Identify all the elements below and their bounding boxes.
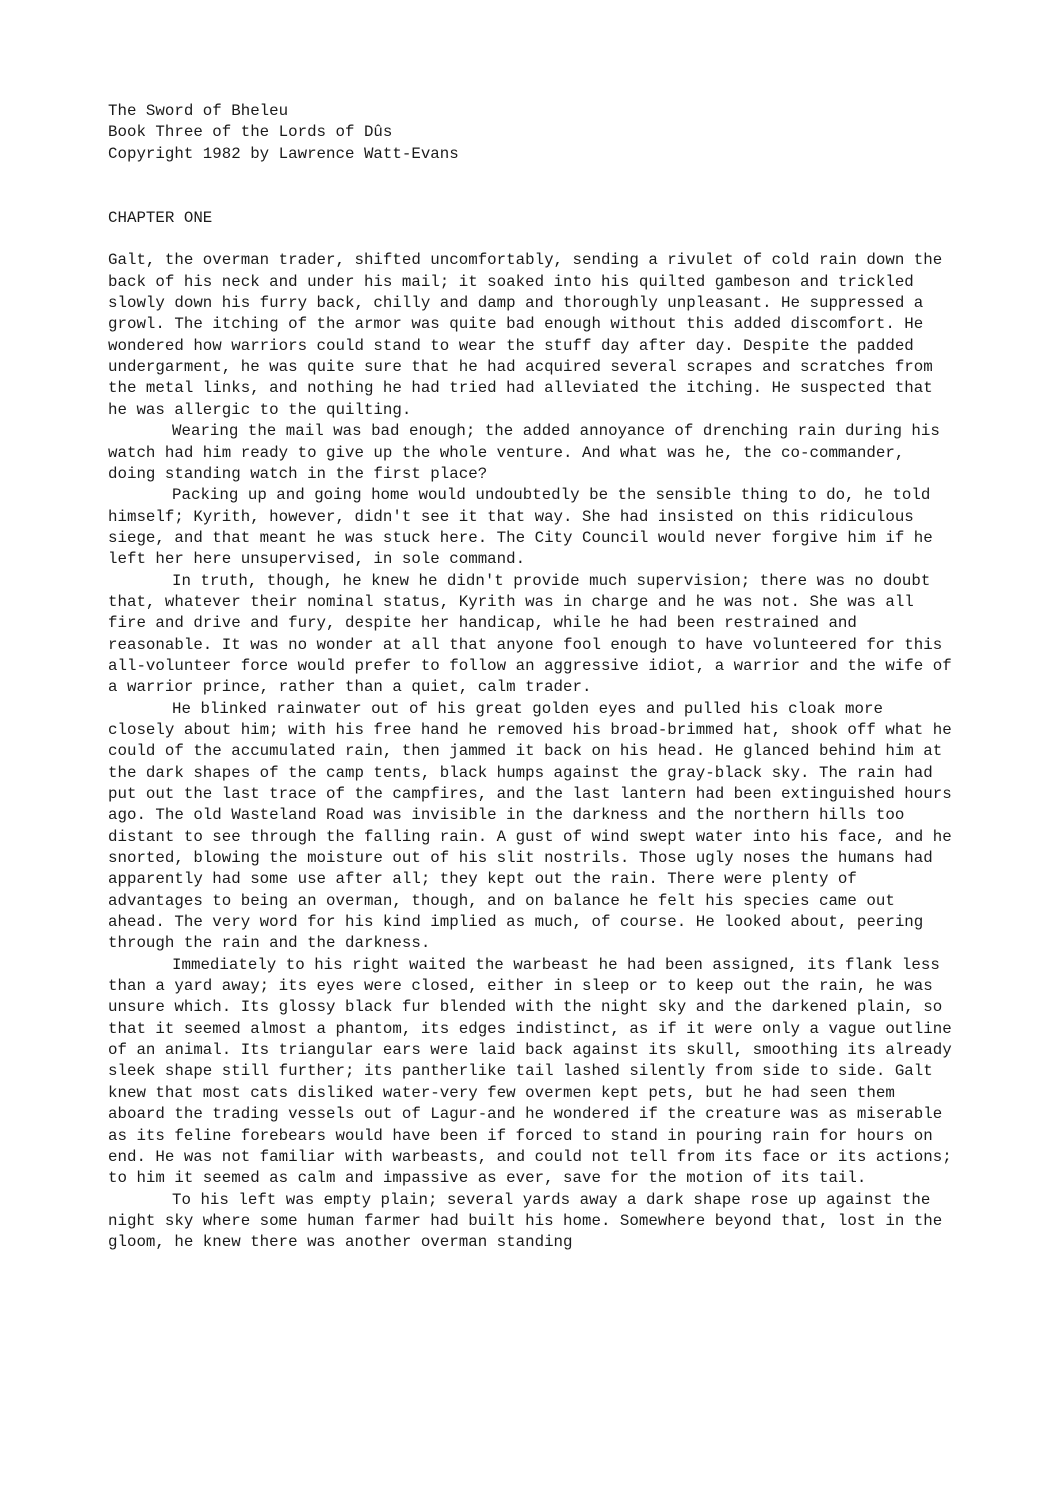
book-subtitle: Book Three of the Lords of Dûs — [108, 123, 393, 142]
chapter-body — [108, 250, 958, 1253]
copyright-line: Copyright 1982 by Lawrence Watt-Evans — [108, 144, 459, 163]
paragraph: To his left was empty plain; several yards away a dark shape rose up against the night sky where some human farmer had built his home. Somewhere beyond that, lost in the gloom, he knew there was another overman standing — [108, 1190, 943, 1252]
chapter-heading: CHAPTER ONE — [108, 208, 213, 227]
paragraph: He blinked rainwater out of his great golden eyes and pulled his cloak more closely about him; with his free hand he removed his broad-brimmed hat, shook off what he could of the accumulated rain, then jammed it back on his head. He glanced behind him at the dark shapes of the camp tents, black humps against the gray-black sky. The rain had put out the last trace of the campfires, and the last lantern had been extinguished hours ago. The old Wasteland Road was invisible in the darkness and the northern hills too distant to see through the falling rain. A gust of wind swept water into his face, and he snorted, blowing the moisture out of his slit nostrils. Those ugly noses the humans had apparently had some use after all; they kept out the rain. There were plenty of advantages to being an overman, though, and on balance he felt his species came out ahead. The very word for his kind implied as much, of course. He looked about, peering through the rain and the darkness. — [108, 699, 952, 953]
paragraph: In truth, though, he knew he didn't provide much supervision; there was no doubt that, whatever their nominal status, Kyrith was in charge and he was not. She was all fire and drive and fury, despite her handicap, while he had been restrained and reasonable. It was no wonder at all that anyone fool enough to have volunteered for this all-volunteer force would prefer to follow an aggressive idiot, a warrior and the wife of a warrior prince, rather than a quiet, calm trader. — [108, 571, 952, 697]
paragraph: Galt, the overman trader, shifted uncomfortably, sending a rivulet of cold rain down the back of his neck and under his mail; it soaked into his quilted gambeson and trickled slowly down his furry back, chilly and damp and thoroughly unpleasant. He suppressed a growl. The itching of the armor was quite bad enough without this added discomfort. He wondered how warriors could stand to wear the stuff day after day. Despite the padded undergarment, he was quite sure that he had acquired several scrapes and scratches from the metal links, and nothing he had tried had alleviated the itching. He suspected that he was allergic to the quilting. — [108, 251, 943, 419]
document-page — [108, 101, 958, 1254]
book-title: The Sword of Bheleu — [108, 102, 289, 120]
paragraph: Wearing the mail was bad enough; the added annoyance of drenching rain during his watch had him ready to give up the whole venture. And what was he, the co-commander, doing standing watch in the first place? — [108, 422, 940, 483]
paragraph: Packing up and going home would undoubtedly be the sensible thing to do, he told himself; Kyrith, however, didn't see it that way. She had insisted on this ridiculous siege, and that meant he was stuck here. The City Council would never forgive him if he left her here unsupervised, in sole command. — [108, 486, 933, 569]
paragraph: Immediately to his right waited the warbeast he had been assigned, its flank less than a yard away; its eyes were closed, either in sleep or to keep out the rain, he was unsure which. Its glossy black fur blended with the night sky and the darkened plain, so that it seemed almost a phantom, its edges indistinct, as if it were only a vague outline of an animal. Its triangular ears were laid back against its skull, smoothing its already sleek shape still further; its pantherlike tail lashed silently from side to side. Galt knew that most cats disliked water-very few overmen kept pets, but he had seen them aboard the trading vessels out of Lagur-and he wondered if the creature was as miserable as its feline forebears would have been if forced to stand in pouring rain for hours on end. He was not familiar with warbeasts, and could not tell from its face or its actions; to him it seemed as calm and impassive as ever, save for the motion of its tail. — [108, 955, 952, 1188]
